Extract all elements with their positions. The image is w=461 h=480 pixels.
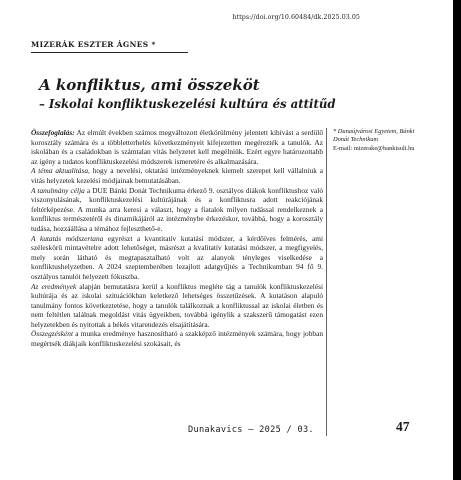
abstract-text: Az elmúlt években számos megváltozott életkörülmény jelentett kihívást a serdülő korosztály számára és a többletterhelés következményeit kifejezetten megérezték a tanulók. Az iskolában és a családokban is számtalan vitás helyzetet kell megélniük. Ezért egyre határozottabb az igény a tudatos konfliktuskezelési módszerek ismeretére és alkalmazására.	[31, 128, 323, 166]
affiliation-institution: * Dunaújvárosi Egyetem, Bánki	[333, 128, 415, 135]
topic-paragraph	[31, 166, 323, 185]
article-subtitle: – Iskolai konfliktuskezelési kultúra és attitűd	[39, 97, 336, 111]
abstract-paragraph	[31, 128, 323, 166]
results-label: Az eredmények	[31, 281, 77, 291]
article-title: A konfliktus, ami összeköt	[39, 76, 260, 94]
method-paragraph	[31, 234, 323, 282]
column-divider	[326, 128, 327, 436]
method-text: egyrészt a kvantitatív kutatási módszer, a kérdőíves felmérés, ami széleskörű mintavételre adott lehetőséget, másrészt a kvalitatív kutatási módszer, a megfigyelés, mely során látható és megtapasztalható volt az alanyok tényleges viselkedése a konfliktushelyzetben. A 2024 szeptemberében lezajlott adatgyűjtés a Technikumban 94 fő 9. osztályos tanulót helyezett fókuszba.	[31, 233, 323, 281]
aim-text: a DUE Bánki Donát Technikuma érkező 9. osztályos diákok konfliktushoz való viszonyulásának, konfliktuskezelési kultúrájának és a konfliktusra adott reakciójának feltérképezése. A munka arra keresi a választ, hogy a fiatalok milyen tudással rendelkeznek a konfliktus természetéről és dinamikájáról az intézménybe érkezéskor, továbbá, hogy a korosztály tudása, hozzáállása a témához fejleszthető-e.	[31, 185, 323, 233]
author-affiliation	[333, 128, 451, 153]
aim-paragraph	[31, 186, 323, 234]
affiliation-unit: Donát Technikum	[333, 136, 379, 144]
author-name: MIZERÁK ESZTER ÁGNES *	[31, 40, 156, 49]
results-paragraph	[31, 282, 323, 330]
summary-paragraph	[31, 329, 323, 348]
abstract-body	[31, 128, 323, 349]
journal-footer: Dunakavics – 2025 / 03.	[188, 425, 314, 435]
page-number: 47	[396, 419, 410, 434]
topic-label: A téma aktualitása,	[31, 166, 90, 176]
results-text: alapján bemutatásra kerül a konfliktus megléte tág a tanulók konfliktuskezelési kultúrája és az iskolai szituációkban keletkező lehetséges összetűzések. A kutatáson alapuló tanulmány fontos következtetése, hogy a tanulók találkoznak a konfliktussal az iskolai életben és nem feltétlen találnak megoldást vitás ügyeikben, továbbá igénylik a szakszerű támogatást ezen helyzetekben és nyitottak a békés vitarendezés elsajátítására.	[31, 281, 323, 329]
topic-text: hogy a nevelési, oktatási intézményeknek kiemelt szerepet kell vállalniuk a vitás helyzetek kezelési módjainak bemutatásában.	[31, 166, 324, 185]
summary-text: a munka eredménye hasznosítható a szakképző intézmények számára, hogy jobban megértsék diákjaik konfliktuskezelési szokásait, és	[31, 329, 323, 349]
author-divider	[31, 52, 188, 53]
aim-label: A tanulmány célja	[31, 185, 85, 195]
doi-link[interactable]: https://doi.org/10.60484/dk.2025.03.05	[232, 14, 360, 21]
affiliation-email[interactable]: E-mail: mizerake@bankisuli.hu	[333, 144, 415, 152]
method-label: A kutatás módszertana	[31, 233, 104, 243]
page-edge-bar	[453, 0, 461, 480]
abstract-label: Összefoglalás:	[31, 128, 75, 137]
summary-label: Összegzésként	[31, 329, 74, 339]
